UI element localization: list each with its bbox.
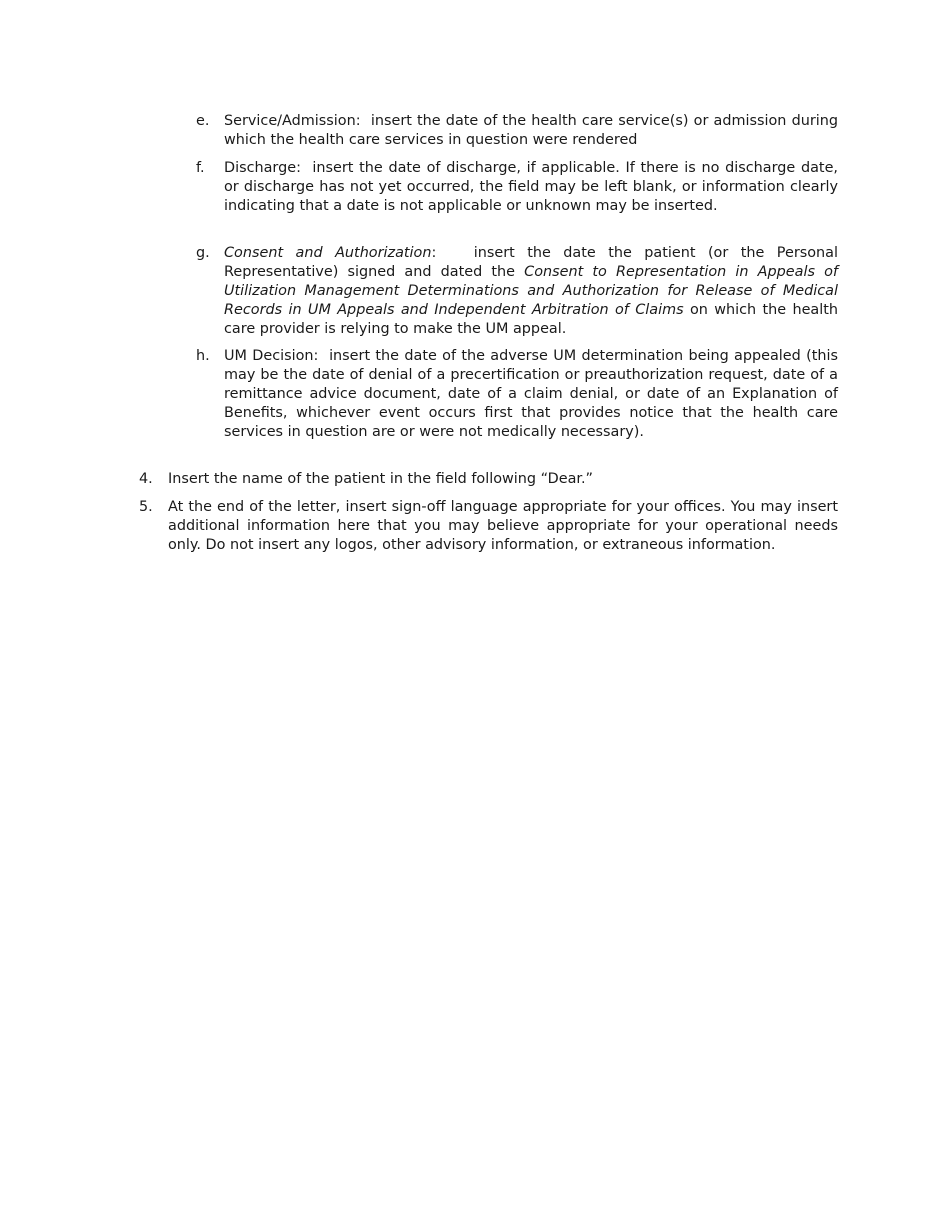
list-marker: 5. (139, 499, 153, 515)
item-text: insert the date of discharge, if applicable. If there is no discharge date, or discharge has not yet occurred, the field may be left blank, or information clearly indicating that a date is not applicable or unknown may be inserted. (224, 160, 838, 214)
list-item-f (196, 159, 838, 216)
item-text: insert the date of the health care service(s) or admission during which the health care services in question were rendered (224, 113, 838, 148)
item-text: insert the date the patient (or the Personal Representative) signed and dated the (224, 245, 838, 280)
list-item-h (196, 347, 838, 442)
list-marker: f. (196, 160, 205, 176)
item-text: Insert the name of the patient in the field following “Dear.” (168, 471, 594, 487)
list-marker: g. (196, 245, 210, 261)
document-title-reference: Consent to Representation in Appeals of Utilization Management Determinations and Authorization for Release of Medical Records in UM Appeals and Independent Arbitration of Claims (224, 264, 838, 318)
list-item-e (196, 112, 838, 150)
list-marker: e. (196, 113, 210, 129)
item-label: Discharge: (224, 160, 301, 176)
item-text: At the end of the letter, insert sign-off language appropriate for your offices. You may insert additional information here that you may believe appropriate for your operational needs only. Do not insert any logos, other advisory information, or extraneous information. (168, 499, 838, 553)
item-text: insert the date of the adverse UM determination being appealed (this may be the date of denial of a precertification or preauthorization request, date of a remittance advice document, date of a claim denial, or date of an Explanation of Benefits, whichever event occurs first that provides notice that the health care services in question are or were not medically necessary). (224, 348, 838, 440)
list-item-4 (139, 470, 838, 489)
list-marker: h. (196, 348, 210, 364)
item-label: UM Decision: (224, 348, 319, 364)
list-item-5 (139, 498, 838, 555)
item-label: Consent and Authorization (224, 245, 432, 261)
list-marker: 4. (139, 471, 153, 487)
list-item-g (196, 244, 839, 339)
item-label-suffix: : (431, 245, 437, 261)
item-label: Service/Admission: (224, 113, 361, 129)
item-text: on which the health care provider is relying to make the UM appeal. (224, 302, 839, 337)
